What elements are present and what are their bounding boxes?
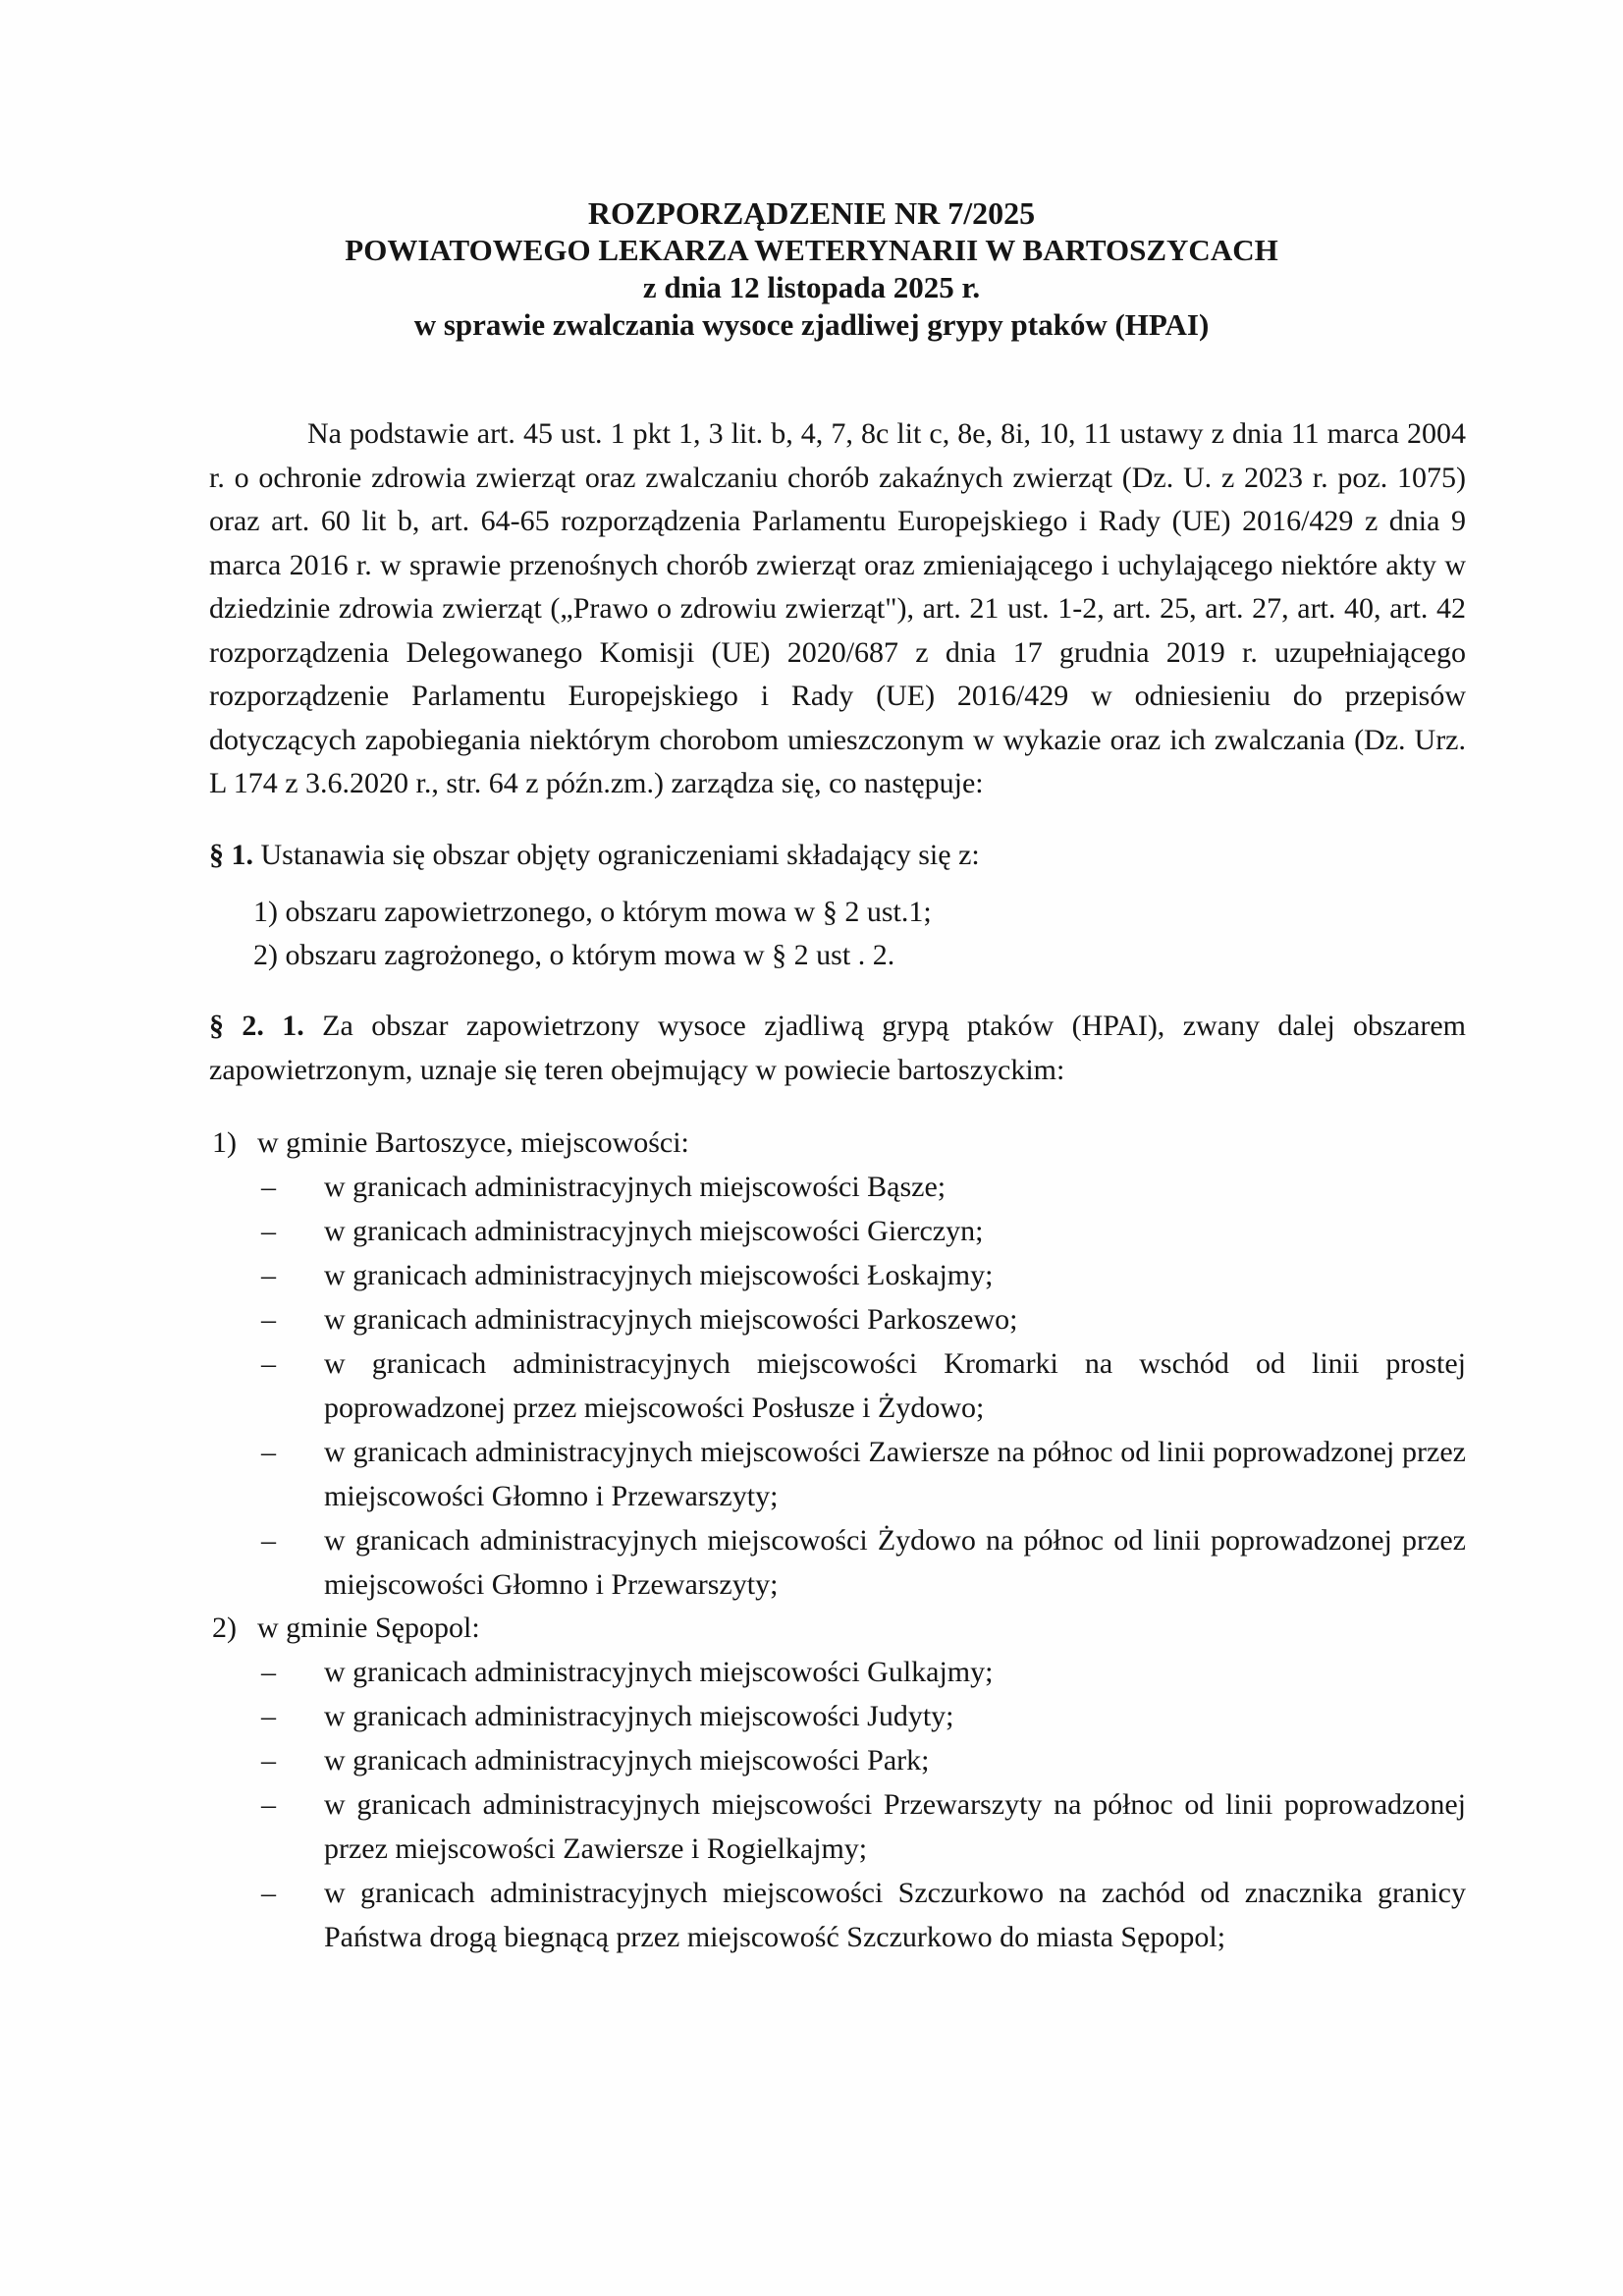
regulation-number: ROZPORZĄDZENIE NR 7/2025 [587,195,1036,231]
section-2-number: § 2. 1. [209,1010,304,1042]
section-1-list [209,891,1466,977]
document-body [209,412,1466,1959]
list-item: – w granicach administracyjnych miejscowości Gulkajmy; [261,1656,994,1688]
document-header [0,194,1623,344]
section-1 [209,834,1466,978]
list-item: – w granicach administracyjnych miejscowości Judyty; [261,1700,954,1732]
gmina-bartoszyce: 1) w gminie Bartoszyce, miejscowości: [212,1126,689,1159]
list-item: – w granicach administracyjnych miejscowości Szczurkowo na zachód od znacznika granicy Państwa drogą biegnącą przez miejscowość Szczurkowo do miasta Sępopol; [261,1877,1466,1953]
list-item: – w granicach administracyjnych miejscowości Żydowo na północ od linii poprowadzonej przez miejscowości Głomno i Przewarszyty; [261,1524,1466,1601]
section-1-text: Ustanawia się obszar objęty ograniczeniami składający się z: [253,838,980,871]
list-item: – w granicach administracyjnych miejscowości Park; [261,1744,930,1777]
list-item: – w granicach administracyjnych miejscowości Przewarszyty na północ od linii poprowadzonej przez miejscowości Zawiersze i Rogielkajmy; [261,1788,1466,1865]
section-2 [209,1005,1466,1959]
gmina-sepopol: 2) w gminie Sępopol: [212,1612,480,1644]
list-item: – w granicach administracyjnych miejscowości Parkoszewo; [261,1303,1018,1336]
list-item: – w granicach administracyjnych miejscowości Bąsze; [261,1171,947,1203]
list-item: – w granicach administracyjnych miejscowości Łoskajmy; [261,1259,994,1291]
section-2-text: Za obszar zapowietrzony wysoce zjadliwą grypą ptaków (HPAI), zwany dalej obszarem zapowietrzonym, uznaje się teren obejmujący w powiecie bartoszyckim: [209,1010,1467,1086]
section-1-item: 2) obszaru zagrożonego, o którym mowa w § 2 ust . 2. [253,939,895,971]
list-item: – w granicach administracyjnych miejscowości Zawiersze na północ od linii poprowadzonej przez miejscowości Głomno i Przewarszyty; [261,1436,1466,1512]
list-item: – w granicach administracyjnych miejscowości Kromarki na wschód od linii prostej poprowadzonej przez miejscowości Posłusze i Żydowo; [261,1347,1466,1424]
regulation-subject: w sprawie zwalczania wysoce zjadliwej grypy ptaków (HPAI) [413,307,1210,342]
gmina-list [209,1121,1466,1959]
list-item: – w granicach administracyjnych miejscowości Gierczyn; [261,1215,984,1247]
section-1-item: 1) obszaru zapowietrzonego, o którym mowa w § 2 ust.1; [253,896,932,928]
legal-basis-paragraph: Na podstawie art. 45 ust. 1 pkt 1, 3 lit. b, 4, 7, 8c lit c, 8e, 8i, 10, 11 ustawy z dnia 11 marca 2004 r. o ochronie zdrowia zwierząt oraz zwalczaniu chorób zakaźnych zwierząt (Dz. U. z 2023 r. poz. 1075) oraz art. 60 lit b, art. 64-65 rozporządzenia Parlamentu Europejskiego i Rady (UE) 2016/429 z dnia 9 marca 2016 r. w sprawie przenośnych chorób zwierząt oraz zmieniającego i uchylającego niektóre akty w dziedzinie zdrowia zwierząt („Prawo o zdrowiu zwierząt"), art. 21 ust. 1-2, art. 25, art. 27, art. 40, art. 42 rozporządzenia Delegowanego Komisji (UE) 2020/687 z dnia 17 grudnia 2019 r. uzupełniającego rozporządzenie Parlamentu Europejskiego i Rady (UE) 2016/429 w odniesieniu do przepisów dotyczących zapobiegania niektórym chorobom umieszczonym w wykazie oraz ich zwalczania (Dz. Urz. L 174 z 3.6.2020 r., str. 64 z późn.zm.) zarządza się, co następuje: [209,417,1466,799]
issuing-authority: POWIATOWEGO LEKARZA WETERYNARII W BARTOSZYCACH [345,233,1278,267]
section-1-number: § 1. [209,838,253,871]
issue-date: z dnia 12 listopada 2025 r. [642,270,981,304]
